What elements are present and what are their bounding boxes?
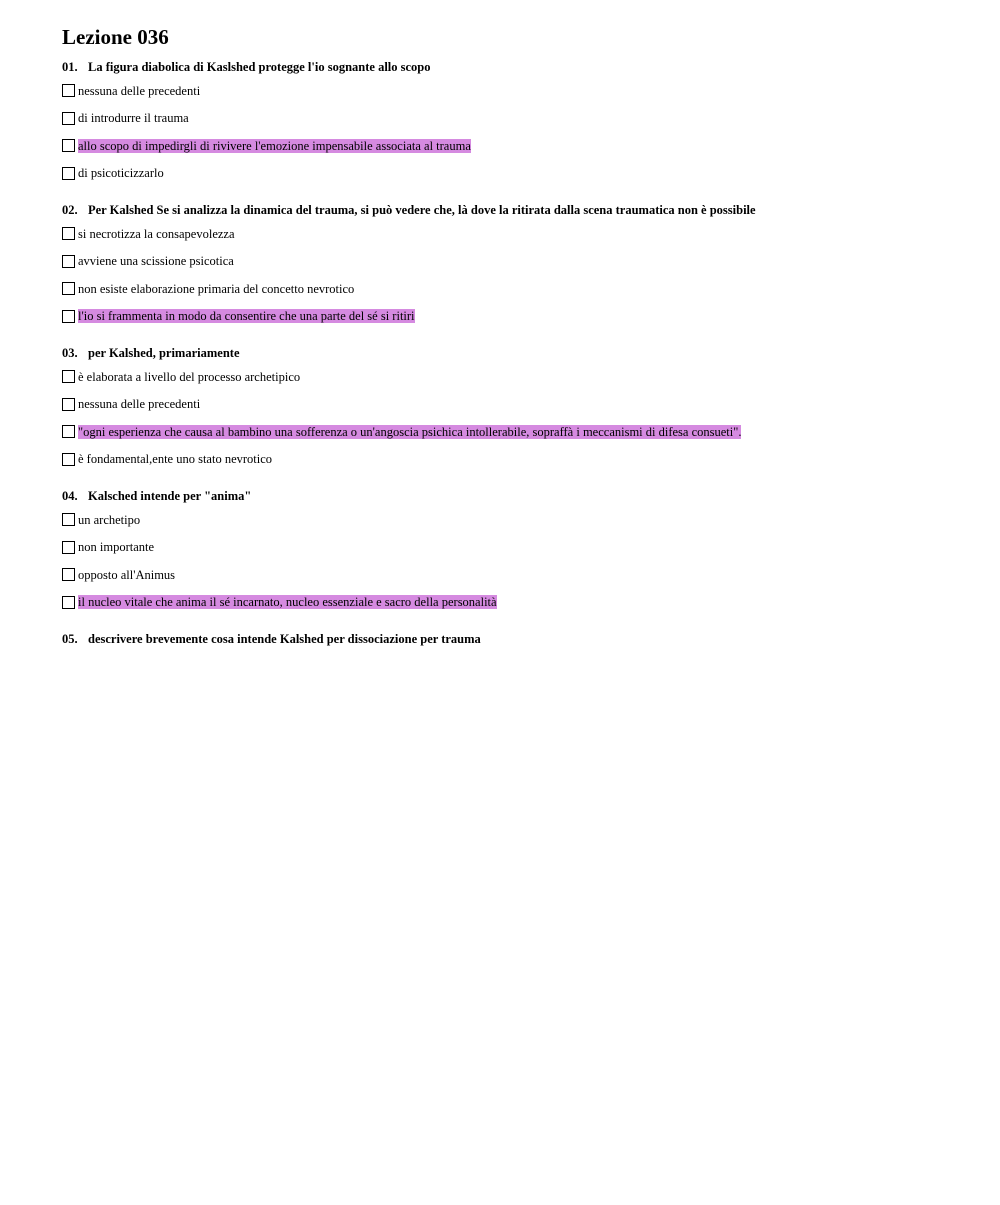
answer-checkbox[interactable] (62, 112, 75, 125)
answer-text: non esiste elaborazione primaria del concetto nevrotico (78, 281, 355, 296)
answer-checkbox[interactable] (62, 139, 75, 152)
answer-checkbox[interactable] (62, 227, 75, 240)
answer-text: opposto all'Animus (78, 567, 176, 582)
question-block (62, 629, 1000, 649)
answer-option[interactable] (62, 391, 1000, 419)
question-text: La figura diabolica di Kaslshed protegge l'io sognante allo scopo (88, 60, 431, 74)
answer-text: di psicoticizzarlo (78, 166, 164, 181)
question-block (62, 343, 1000, 473)
question-heading (62, 57, 1000, 77)
answer-checkbox[interactable] (62, 541, 75, 554)
answer-text: nessuna delle precedenti (78, 397, 201, 412)
answer-option[interactable] (62, 363, 1000, 391)
answer-text: non importante (78, 540, 155, 555)
question-number: 02. (62, 203, 78, 217)
question-list (62, 57, 1000, 649)
question-number: 05. (62, 632, 78, 646)
answer-option[interactable] (62, 561, 1000, 589)
answer-checkbox[interactable] (62, 167, 75, 180)
answer-option[interactable] (62, 220, 1000, 248)
answer-checkbox[interactable] (62, 596, 75, 609)
answer-option[interactable] (62, 446, 1000, 474)
answer-checkbox[interactable] (62, 568, 75, 581)
answer-option[interactable] (62, 160, 1000, 188)
question-block (62, 57, 1000, 187)
question-heading (62, 629, 1000, 649)
answer-checkbox[interactable] (62, 453, 75, 466)
answer-text: nessuna delle precedenti (78, 83, 201, 98)
question-text: per Kalshed, primariamente (88, 346, 240, 360)
question-number: 03. (62, 346, 78, 360)
question-number: 01. (62, 60, 78, 74)
answer-option-highlighted[interactable] (62, 418, 1000, 446)
answer-checkbox[interactable] (62, 398, 75, 411)
question-heading (62, 343, 1000, 363)
answer-checkbox[interactable] (62, 425, 75, 438)
answer-text: il nucleo vitale che anima il sé incarnato, nucleo essenziale e sacro della personalità (78, 595, 497, 610)
answer-text: di introdurre il trauma (78, 111, 189, 126)
answer-text: allo scopo di impedirgli di rivivere l'emozione impensabile associata al trauma (78, 138, 471, 153)
answer-option[interactable] (62, 77, 1000, 105)
question-number: 04. (62, 489, 78, 503)
answer-checkbox[interactable] (62, 310, 75, 323)
question-text: Per Kalshed Se si analizza la dinamica del trauma, si può vedere che, là dove la ritirata dalla scena traumatica non è possibile (88, 203, 756, 217)
question-heading (62, 200, 1000, 220)
answer-checkbox[interactable] (62, 84, 75, 97)
answer-checkbox[interactable] (62, 370, 75, 383)
answer-checkbox[interactable] (62, 255, 75, 268)
question-text: descrivere brevemente cosa intende Kalshed per dissociazione per trauma (88, 632, 481, 646)
answer-option[interactable] (62, 275, 1000, 303)
answer-text: è elaborata a livello del processo archetipico (78, 369, 301, 384)
answer-text: si necrotizza la consapevolezza (78, 226, 235, 241)
answer-text: "ogni esperienza che causa al bambino una sofferenza o un'angoscia psichica intollerabile, sopraffà i meccanismi di difesa consueti". (78, 424, 742, 439)
page-title: Lezione 036 (62, 25, 169, 49)
answer-option[interactable] (62, 534, 1000, 562)
answer-checkbox[interactable] (62, 282, 75, 295)
answer-option-highlighted[interactable] (62, 303, 1000, 331)
question-block (62, 486, 1000, 616)
answer-text: avviene una scissione psicotica (78, 254, 234, 269)
answer-option-highlighted[interactable] (62, 589, 1000, 617)
answer-text: è fondamental,ente uno stato nevrotico (78, 452, 273, 467)
answer-text: l'io si frammenta in modo da consentire che una parte del sé si ritiri (78, 309, 415, 324)
answer-text: un archetipo (78, 512, 141, 527)
answer-checkbox[interactable] (62, 513, 75, 526)
answer-option-highlighted[interactable] (62, 132, 1000, 160)
answer-option[interactable] (62, 506, 1000, 534)
answer-option[interactable] (62, 248, 1000, 276)
question-heading (62, 486, 1000, 506)
question-text: Kalsched intende per "anima" (88, 489, 252, 503)
question-block (62, 200, 1000, 330)
answer-option[interactable] (62, 105, 1000, 133)
